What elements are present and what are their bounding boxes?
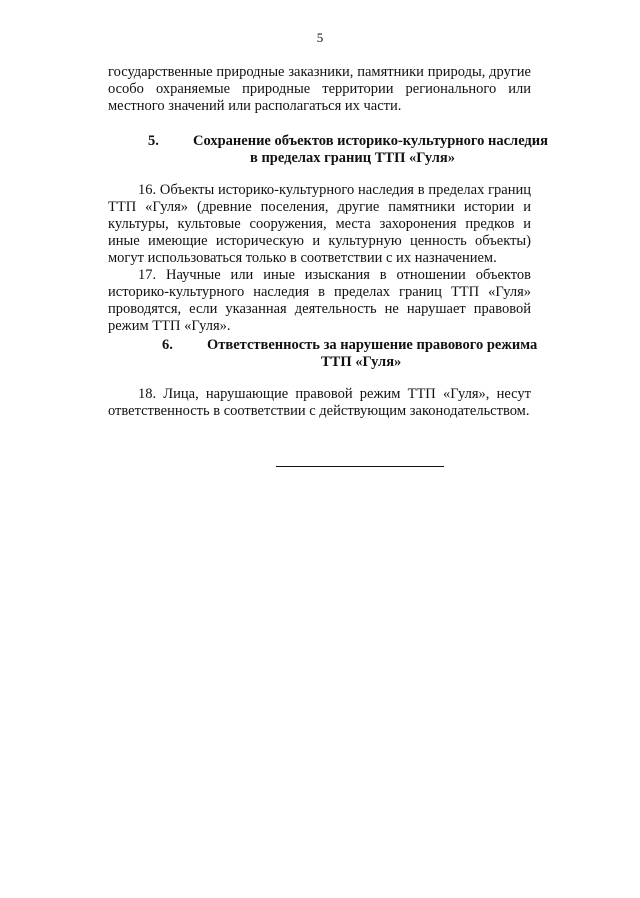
paragraph-17: 17. Научные или иные изыскания в отношении объектов историко-культурного наследия в пределах границ ТТП «Гуля» проводятся, если указанная деятельность не нарушает правовой режим ТТП «Гуля». bbox=[108, 267, 531, 334]
end-divider-line bbox=[276, 466, 444, 467]
paragraph-18: 18. Лица, нарушающие правовой режим ТТП «Гуля», несут ответственность в соответствии с действующим законодательством. bbox=[108, 386, 531, 419]
section-5-heading bbox=[108, 133, 548, 167]
section-5-number: 5. bbox=[148, 133, 159, 149]
intro-paragraph: государственные природные заказники, памятники природы, другие особо охраняемые природные территории регионального или местного значений или располагаться их части. bbox=[108, 64, 531, 114]
section-6-title-line2: ТТП «Гуля» bbox=[321, 354, 402, 370]
page-number: 5 bbox=[316, 30, 324, 45]
section-5-title-line2: в пределах границ ТТП «Гуля» bbox=[250, 150, 456, 166]
section-6-number: 6. bbox=[162, 337, 173, 353]
section-5-title-line1: Сохранение объектов историко-культурного наследия bbox=[193, 133, 548, 149]
section-6-title-line1: Ответственность за нарушение правового режима bbox=[207, 337, 538, 353]
paragraph-16: 16. Объекты историко-культурного наследия в пределах границ ТТП «Гуля» (древние поселения, другие памятники истории и культуры, культовые сооружения, места захоронения предков и иные имеющие историческую и культурную ценность объекты) могут использоваться только в соответствии с их назначением. bbox=[108, 182, 531, 266]
section-6-heading bbox=[108, 337, 538, 371]
